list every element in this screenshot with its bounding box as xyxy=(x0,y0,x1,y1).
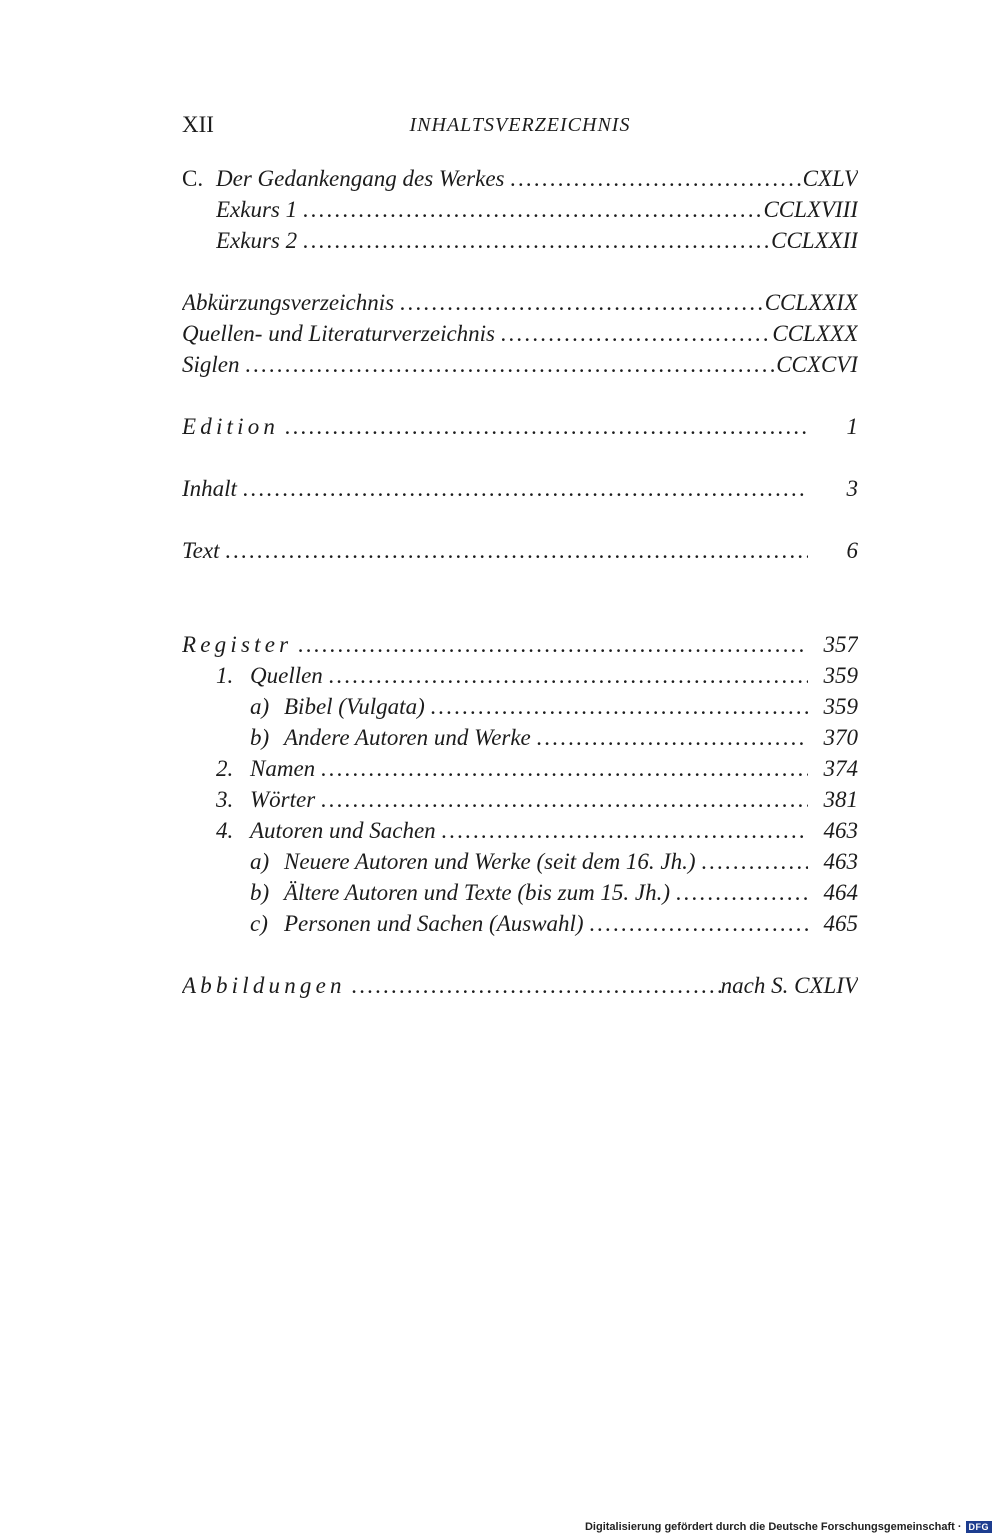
toc-entry-namen xyxy=(216,756,858,786)
toc-entry-neuere-autoren xyxy=(250,849,858,879)
toc-entry-abbildungen xyxy=(182,973,858,1003)
dot-leader xyxy=(279,414,808,440)
running-head xyxy=(182,112,858,142)
toc-entry-label: Quellen xyxy=(250,663,323,688)
toc-entry-page: 465 xyxy=(823,911,858,936)
dot-leader xyxy=(495,321,772,347)
toc-entry-label: Namen xyxy=(250,756,316,781)
toc-entry-inhalt xyxy=(182,476,858,506)
dot-leader xyxy=(425,694,808,720)
toc-entry-gedankengang xyxy=(182,166,858,196)
toc-entry-page: 463 xyxy=(823,818,858,843)
dot-leader xyxy=(346,973,721,999)
toc-entry-literaturverzeichnis xyxy=(182,321,858,351)
dot-leader xyxy=(297,228,771,254)
toc-entry-page: CCXCVI xyxy=(776,352,858,377)
toc-entry-label: Autoren und Sachen xyxy=(250,818,436,843)
dot-leader xyxy=(505,166,803,192)
toc-entry-abkuerzungsverzeichnis xyxy=(182,290,858,320)
toc-entry-label: Register xyxy=(182,632,293,657)
dot-leader xyxy=(394,290,765,316)
toc-entry-siglen xyxy=(182,352,858,382)
dot-leader xyxy=(315,787,808,813)
toc-entry-page: 370 xyxy=(823,725,858,750)
toc-entry-page: nach S. CXLIV xyxy=(720,973,858,998)
toc-entry-label: Inhalt xyxy=(182,476,237,501)
toc-entry-number: c) xyxy=(250,911,268,936)
toc-entry-page: 359 xyxy=(823,663,858,688)
dot-leader xyxy=(670,880,808,906)
toc-entry-number: b) xyxy=(250,725,270,750)
toc-entry-number: a) xyxy=(250,694,270,719)
digitization-footer xyxy=(585,1518,992,1536)
toc-entry-personen-und-sachen xyxy=(250,911,858,941)
toc-entry-page: 374 xyxy=(823,756,858,781)
toc-entry-page: 463 xyxy=(823,849,858,874)
toc-entry-number: b) xyxy=(250,880,270,905)
toc-entry-label: Bibel (Vulgata) xyxy=(284,694,425,719)
toc-entry-page: CCLXVIII xyxy=(763,197,858,222)
running-title: INHALTSVERZEICHNIS xyxy=(409,114,631,136)
dot-leader xyxy=(237,476,808,502)
toc-entry-exkurs-2 xyxy=(216,228,858,258)
toc-entry-number: 3. xyxy=(216,787,234,812)
toc-entry-register xyxy=(182,632,858,662)
toc-entry-label: Quellen- und Literaturverzeichnis xyxy=(182,321,496,346)
toc-entry-number: a) xyxy=(250,849,270,874)
toc-entry-andere-autoren xyxy=(250,725,858,755)
toc-entry-number: 4. xyxy=(216,818,234,843)
dot-leader xyxy=(292,632,808,658)
toc-entry-page: CCLXXX xyxy=(772,321,858,346)
toc-entry-page: CCLXXIX xyxy=(764,290,858,315)
toc-entry-label: Neuere Autoren und Werke (seit dem 16. Jh.) xyxy=(284,849,696,874)
toc-entry-page: CXLV xyxy=(802,166,858,191)
toc-entry-label: Andere Autoren und Werke xyxy=(284,725,531,750)
toc-entry-woerter xyxy=(216,787,858,817)
toc-entry-label: Abbildungen xyxy=(182,973,346,998)
toc-entry-label: Edition xyxy=(182,414,280,439)
toc-entry-label: Personen und Sachen (Auswahl) xyxy=(284,911,584,936)
toc-entry-number: 1. xyxy=(216,663,234,688)
toc-entry-page: 6 xyxy=(846,538,858,563)
dot-leader xyxy=(240,352,777,378)
toc-entry-quellen xyxy=(216,663,858,693)
toc-entry-number: 2. xyxy=(216,756,234,781)
dot-leader xyxy=(297,197,763,223)
toc-entry-label: Exkurs 2 xyxy=(216,228,298,253)
dot-leader xyxy=(220,538,809,564)
toc-entry-number: C. xyxy=(182,166,204,191)
toc-entry-label: Siglen xyxy=(182,352,240,377)
toc-entry-edition xyxy=(182,414,858,444)
dot-leader xyxy=(323,663,808,689)
dot-leader xyxy=(531,725,808,751)
toc-entry-autoren-und-sachen xyxy=(216,818,858,848)
toc-entry-label: Ältere Autoren und Texte (bis zum 15. Jh.) xyxy=(284,880,671,905)
toc-entry-label: Text xyxy=(182,538,220,563)
toc-entry-exkurs-1 xyxy=(216,197,858,227)
page-number: XII xyxy=(182,112,214,137)
toc-entry-page: 464 xyxy=(823,880,858,905)
toc-entry-page: 359 xyxy=(823,694,858,719)
toc-entry-page: CCLXXII xyxy=(771,228,858,253)
dot-leader xyxy=(696,849,808,875)
dot-leader xyxy=(584,911,808,937)
toc-entry-page: 357 xyxy=(823,632,858,657)
toc-entry-label: Wörter xyxy=(250,787,316,812)
toc-entry-label: Abkürzungsverzeichnis xyxy=(182,290,395,315)
toc-entry-page: 3 xyxy=(846,476,858,501)
toc-entry-text xyxy=(182,538,858,568)
toc-entry-label: Der Gedankengang des Werkes xyxy=(216,166,505,191)
toc-entry-label: Exkurs 1 xyxy=(216,197,298,222)
dot-leader xyxy=(315,756,808,782)
dot-leader xyxy=(436,818,808,844)
dfg-logo-icon: DFG xyxy=(966,1521,993,1533)
footer-text: Digitalisierung gefördert durch die Deutsche Forschungsgemeinschaft · xyxy=(584,1521,962,1533)
toc-entry-page: 381 xyxy=(823,787,858,812)
toc-entry-aeltere-autoren xyxy=(250,880,858,910)
toc-entry-bibel xyxy=(250,694,858,724)
toc-entry-page: 1 xyxy=(846,414,858,439)
